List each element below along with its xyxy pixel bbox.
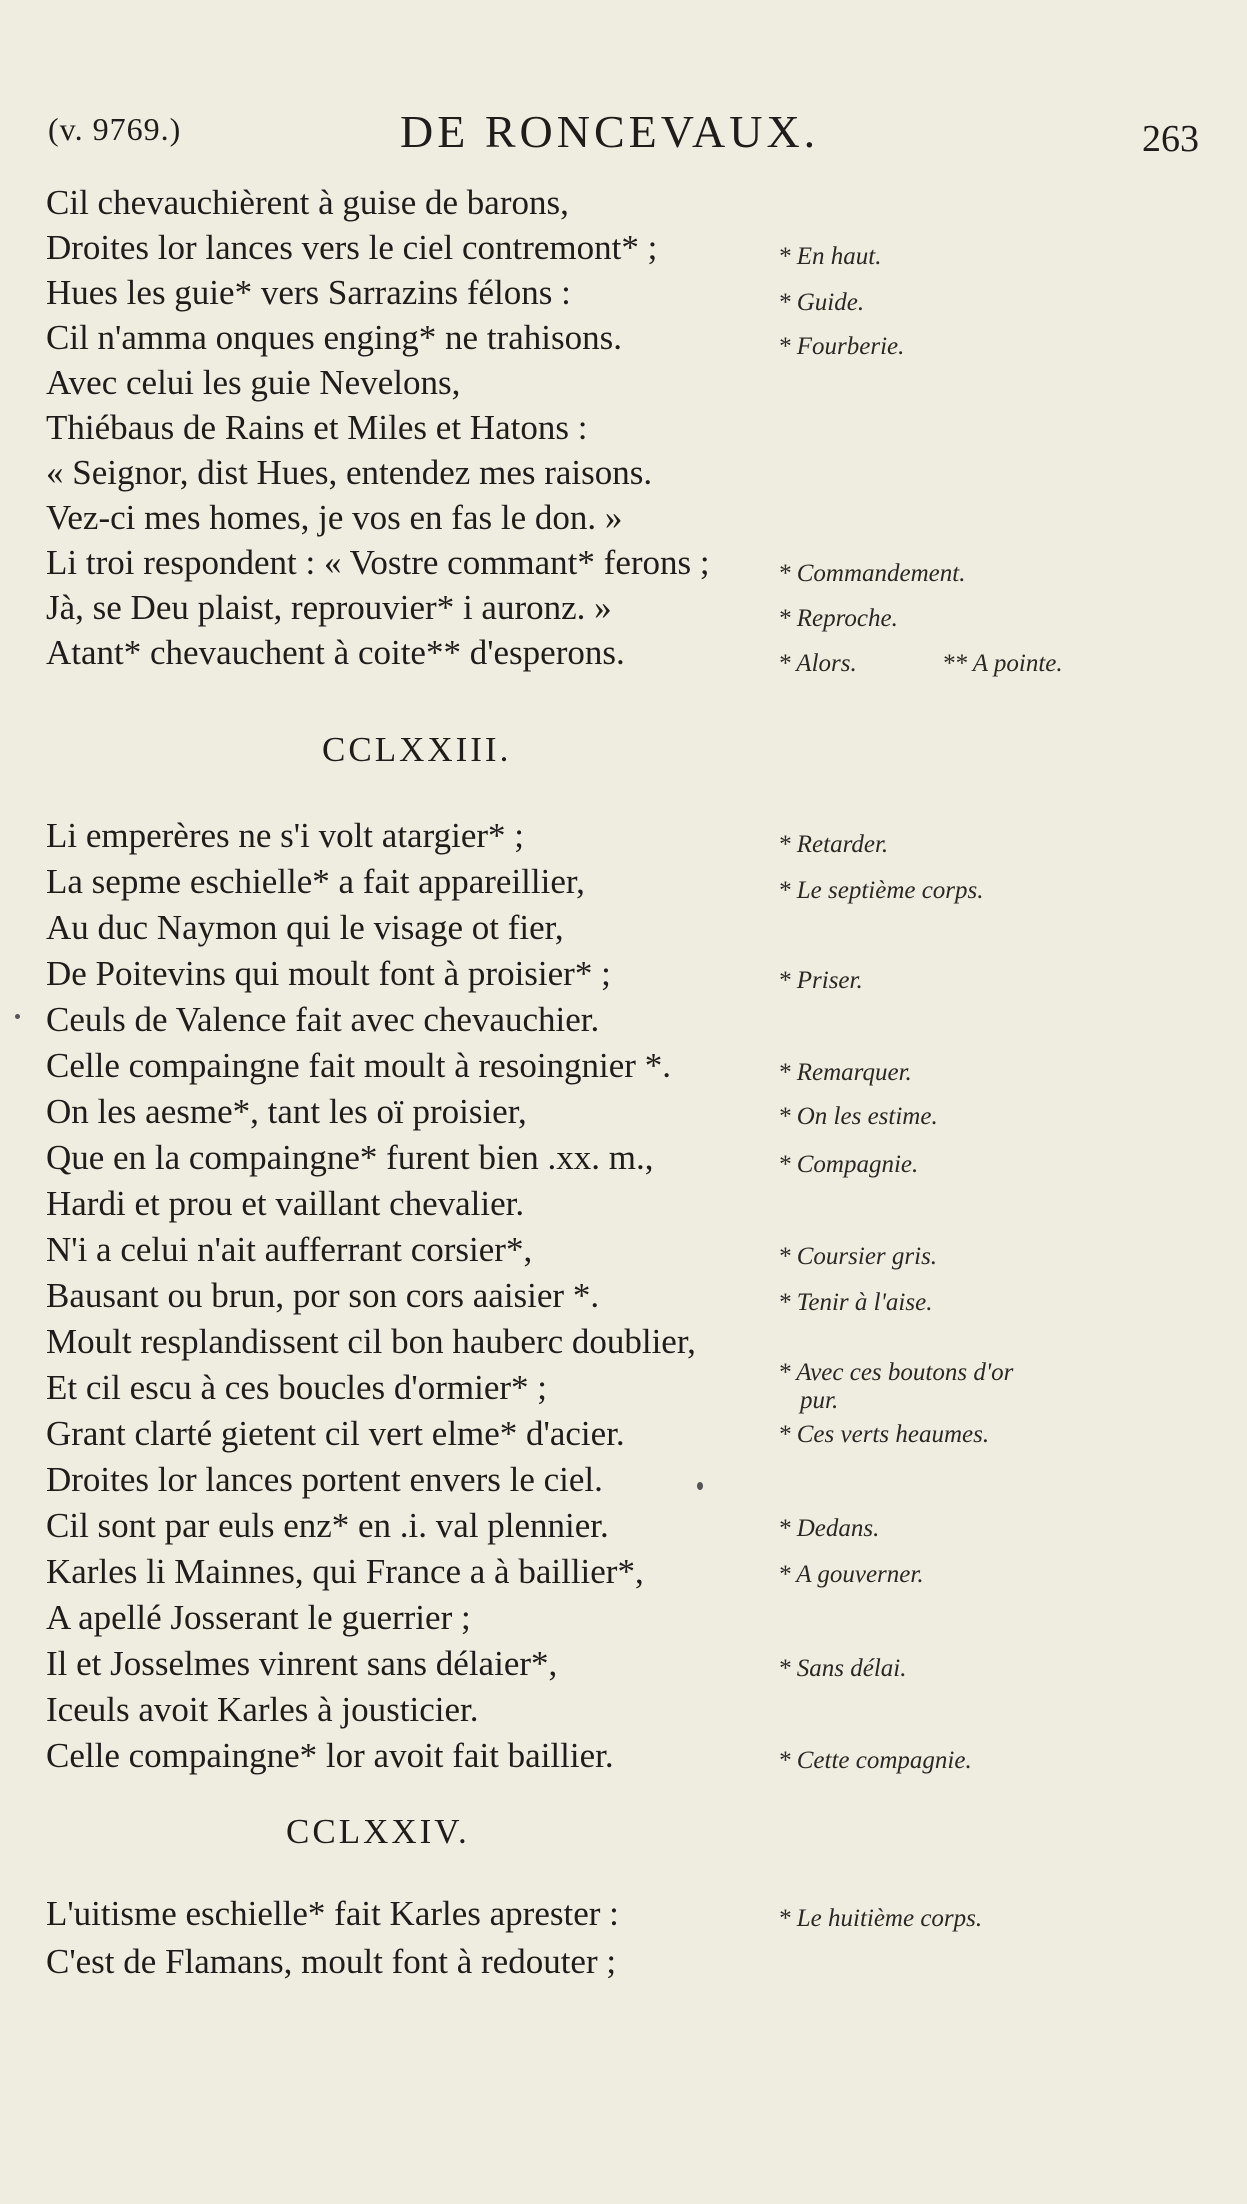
margin-gloss: * Sans délai.: [778, 1655, 907, 1682]
verse-line: Celle compaingne* lor avoit fait baillier.: [46, 1736, 614, 1775]
verse-line: Cil n'amma onques enging* ne trahisons.: [46, 318, 622, 357]
verse-line: De Poitevins qui moult font à proisier* ;: [46, 954, 611, 993]
stanza-heading: CCLXXIV.: [286, 1812, 470, 1851]
stanza-heading: CCLXXIII.: [322, 730, 512, 769]
margin-gloss: * Remarquer.: [778, 1059, 912, 1086]
verse-line: Atant* chevauchent à coite** d'esperons.: [46, 633, 625, 672]
verse-line: La sepme eschielle* a fait appareillier,: [46, 862, 585, 901]
verse-line: Cil chevauchièrent à guise de barons,: [46, 183, 569, 222]
verse-line: Li troi respondent : « Vostre commant* ferons ;: [46, 543, 710, 582]
page-number: 263: [1142, 118, 1199, 160]
margin-gloss: * Dedans.: [778, 1515, 880, 1542]
verse-line: Il et Josselmes vinrent sans délaier*,: [46, 1644, 558, 1683]
margin-gloss: * Reproche.: [778, 605, 898, 632]
verse-line: Hues les guie* vers Sarrazins félons :: [46, 273, 571, 312]
verse-line: Iceuls avoit Karles à jousticier.: [46, 1690, 479, 1729]
verse-line: Ceuls de Valence fait avec chevauchier.: [46, 1000, 600, 1039]
margin-gloss: ** A pointe.: [942, 650, 1063, 677]
ink-speck: [15, 1014, 20, 1019]
verse-line: Que en la compaingne* furent bien .xx. m.,: [46, 1138, 654, 1177]
verse-line: Avec celui les guie Nevelons,: [46, 363, 461, 402]
verse-line: Au duc Naymon qui le visage ot fier,: [46, 908, 564, 947]
verse-line: N'i a celui n'ait aufferrant corsier*,: [46, 1230, 533, 1269]
margin-gloss: * Retarder.: [778, 831, 889, 858]
margin-gloss: * Coursier gris.: [778, 1243, 938, 1270]
margin-gloss: * En haut.: [778, 243, 882, 270]
verse-line: Jà, se Deu plaist, reprouvier* i auronz. »: [46, 588, 612, 627]
verse-line: Cil sont par euls enz* en .i. val plennier.: [46, 1506, 609, 1545]
margin-gloss: * Cette compagnie.: [778, 1747, 972, 1774]
margin-gloss-continued: pur.: [800, 1387, 839, 1414]
margin-gloss: * Ces verts heaumes.: [778, 1421, 990, 1448]
verse-line: A apellé Josserant le guerrier ;: [46, 1598, 471, 1637]
running-header: [48, 105, 1199, 160]
verse-line: Karles li Mainnes, qui France a à baillier*,: [46, 1552, 644, 1591]
margin-gloss: * A gouverner.: [778, 1561, 924, 1588]
verse-line: C'est de Flamans, moult font à redouter ;: [46, 1942, 617, 1981]
verse-line: « Seignor, dist Hues, entendez mes raisons.: [46, 453, 653, 492]
verse-line: Moult resplandissent cil bon hauberc doublier,: [46, 1322, 696, 1361]
margin-gloss: * Priser.: [778, 967, 863, 994]
margin-gloss: * Guide.: [778, 289, 865, 316]
verse-reference: (v. 9769.): [48, 111, 182, 147]
verse-line: Vez-ci mes homes, je vos en fas le don. »: [46, 498, 623, 537]
margin-gloss: * Le huitième corps.: [778, 1905, 983, 1932]
margin-gloss: * Fourberie.: [778, 333, 905, 360]
verse-line: Li emperères ne s'i volt atargier* ;: [46, 816, 524, 855]
margin-gloss: * On les estime.: [778, 1103, 938, 1130]
verse-line: Celle compaingne fait moult à resoingnier *.: [46, 1046, 671, 1085]
margin-gloss: * Avec ces boutons d'or: [778, 1359, 1014, 1386]
margin-gloss: * Le septième corps.: [778, 877, 984, 904]
ink-speck: [697, 1482, 703, 1490]
verse-line: On les aesme*, tant les oï proisier,: [46, 1092, 527, 1131]
verse-line: Droites lor lances portent envers le ciel.: [46, 1460, 603, 1499]
verse-line: Bausant ou brun, por son cors aaisier *.: [46, 1276, 600, 1315]
margin-gloss: * Compagnie.: [778, 1151, 919, 1178]
verse-line: Grant clarté gietent cil vert elme* d'acier.: [46, 1414, 625, 1453]
margin-gloss: * Alors.: [778, 650, 857, 677]
verse-line: Droites lor lances vers le ciel contremont* ;: [46, 228, 658, 267]
verse-line: L'uitisme eschielle* fait Karles aprester :: [46, 1894, 619, 1933]
verse-line: Et cil escu à ces boucles d'ormier* ;: [46, 1368, 547, 1407]
margin-gloss: * Commandement.: [778, 560, 966, 587]
verse-line: Hardi et prou et vaillant chevalier.: [46, 1184, 525, 1223]
verse-line: Thiébaus de Rains et Miles et Hatons :: [46, 408, 588, 447]
running-title: DE RONCEVAUX.: [400, 106, 820, 157]
margin-gloss: * Tenir à l'aise.: [778, 1289, 933, 1316]
